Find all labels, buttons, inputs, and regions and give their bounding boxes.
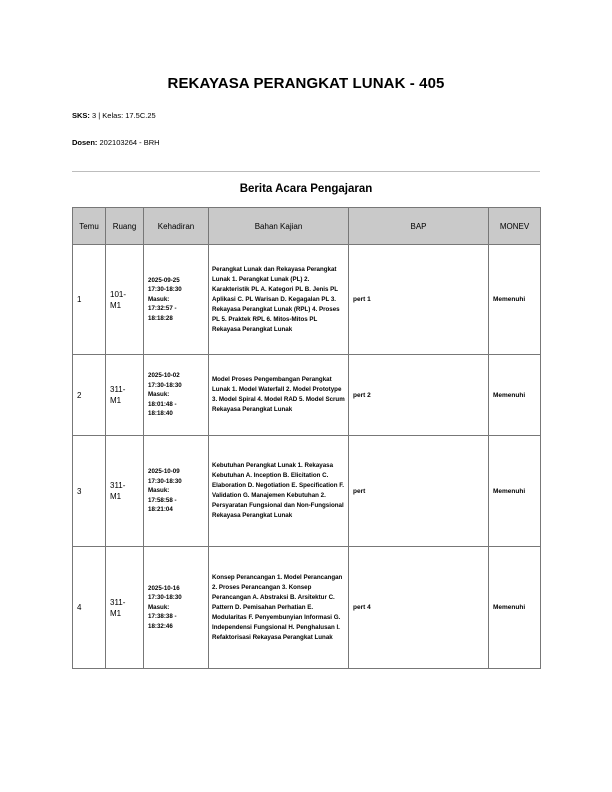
header-bap: BAP bbox=[349, 208, 489, 245]
bap-table bbox=[72, 207, 541, 669]
cell-temu: 2 bbox=[73, 355, 106, 436]
table-row bbox=[73, 436, 541, 547]
cell-bahan-kajian: Perangkat Lunak dan Rekayasa Perangkat Lunak 1. Perangkat Lunak (PL) 2. Karakteristik PL A. Kategori PL B. Jenis PL Aplikasi C. PL Warisan D. Kegagalan PL 3. Rekayasa Perangkat Lunak (RPL) 4. Proses PL 5. Praktek RPL 6. Mitos-Mitos PL Rekayasa Perangkat Lunak bbox=[209, 245, 349, 355]
kehadiran-text: 2025-10-16 17:30-18:30 Masuk: 17:38:38 - 18:32:46 bbox=[148, 584, 182, 630]
cell-ruang bbox=[106, 245, 144, 355]
cell-temu: 1 bbox=[73, 245, 106, 355]
cell-bap: pert 4 bbox=[349, 547, 489, 669]
cell-bahan-kajian: Model Proses Pengembangan Perangkat Lunak 1. Model Waterfall 2. Model Prototype 3. Model Spiral 4. Model RAD 5. Model Scrum Rekayasa Perangkat Lunak bbox=[209, 355, 349, 436]
header-kehadiran: Kehadiran bbox=[144, 208, 209, 245]
cell-kehadiran bbox=[144, 245, 209, 355]
table-row bbox=[73, 355, 541, 436]
ruang-text: 101- M1 bbox=[110, 289, 127, 310]
kehadiran-text: 2025-10-09 17:30-18:30 Masuk: 17:58:58 - 18:21:04 bbox=[148, 468, 182, 514]
cell-monev: Memenuhi bbox=[489, 547, 541, 669]
cell-bap: pert bbox=[349, 436, 489, 547]
cell-bahan-kajian: Konsep Perancangan 1. Model Perancangan 2. Proses Perancangan 3. Konsep Perancangan A. Abstraksi B. Arsitektur C. Pattern D. Pemisahan Perhatian E. Modularitas F. Penyembunyian Informasi G. Independensi Fungsional H. Penghalusan I. Refaktorisasi Rekayasa Perangkat Lunak bbox=[209, 547, 349, 669]
dosen-value: 202103264 - BRH bbox=[99, 138, 160, 147]
kehadiran-text: 2025-10-02 17:30-18:30 Masuk: 18:01:48 - 18:18:40 bbox=[148, 372, 182, 418]
header-temu: Temu bbox=[73, 208, 106, 245]
ruang-text: 311- M1 bbox=[110, 385, 126, 405]
dosen-line bbox=[72, 138, 160, 147]
section-title: Berita Acara Pengajaran bbox=[239, 183, 373, 195]
header-bahan-kajian: Bahan Kajian bbox=[209, 208, 349, 245]
cell-temu: 4 bbox=[73, 547, 106, 669]
table-row bbox=[73, 547, 541, 669]
dosen-label: Dosen: bbox=[72, 138, 98, 147]
kehadiran-text: 2025-09-25 17:30-18:30 Masuk: 17:32:57 - 18:18:28 bbox=[148, 276, 182, 322]
sks-line bbox=[72, 111, 156, 120]
cell-bap: pert 2 bbox=[349, 355, 489, 436]
cell-ruang bbox=[106, 547, 144, 669]
cell-monev: Memenuhi bbox=[489, 245, 541, 355]
cell-monev: Memenuhi bbox=[489, 436, 541, 547]
ruang-text: 311- M1 bbox=[110, 481, 126, 501]
cell-bahan-kajian: Kebutuhan Perangkat Lunak 1. Rekayasa Kebutuhan A. Inception B. Elicitation C. Elaboration D. Negotiation E. Specification F. Validation G. Manajemen Kebutuhan 2. Persyaratan Fungsional dan Non-Fungsional Rekayasa Perangkat Lunak bbox=[209, 436, 349, 547]
table-header-row bbox=[73, 208, 541, 245]
cell-kehadiran bbox=[144, 436, 209, 547]
sks-value: 3 | Kelas: 17.5C.25 bbox=[92, 111, 156, 120]
cell-ruang bbox=[106, 436, 144, 547]
cell-temu: 3 bbox=[73, 436, 106, 547]
divider bbox=[72, 171, 540, 172]
cell-kehadiran bbox=[144, 547, 209, 669]
header-ruang: Ruang bbox=[106, 208, 144, 245]
cell-monev: Memenuhi bbox=[489, 355, 541, 436]
cell-ruang bbox=[106, 355, 144, 436]
sks-label: SKS: bbox=[72, 111, 90, 120]
cell-bap: pert 1 bbox=[349, 245, 489, 355]
ruang-text: 311- M1 bbox=[110, 597, 126, 618]
header-monev: MONEV bbox=[489, 208, 541, 245]
table-row bbox=[73, 245, 541, 355]
cell-kehadiran bbox=[144, 355, 209, 436]
page-title: REKAYASA PERANGKAT LUNAK - 405 bbox=[167, 75, 445, 92]
